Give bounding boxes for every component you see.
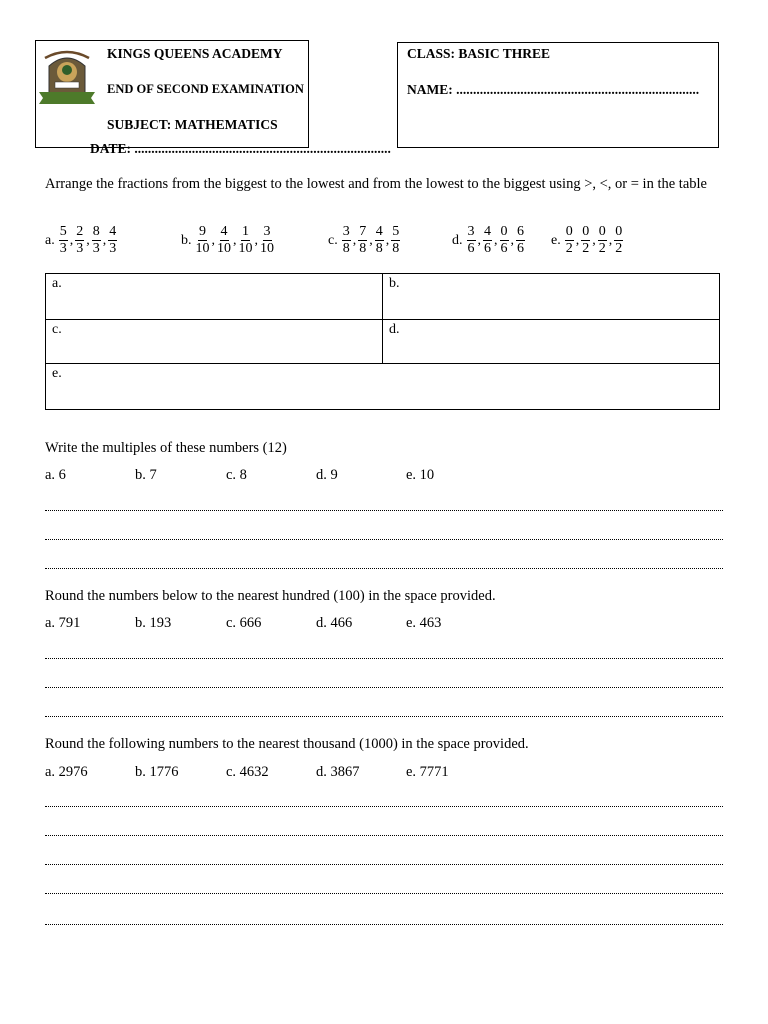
denominator: 6 (484, 241, 491, 256)
denominator: 6 (467, 241, 475, 256)
q2-item: e. 10 (406, 467, 435, 483)
q4-item: d. 3867 (316, 764, 360, 780)
q2-item: c. 8 (226, 467, 247, 483)
fraction-group-label: b. (181, 232, 192, 248)
fraction-group-b (181, 224, 275, 257)
fraction (391, 224, 400, 257)
answer-line[interactable] (45, 920, 723, 925)
denominator: 3 (76, 241, 84, 256)
q4-item: c. 4632 (226, 764, 269, 780)
q2-instruction: Write the multiples of these numbers (12) (45, 440, 287, 456)
fraction-separator: , (233, 232, 237, 248)
fraction-separator: , (510, 232, 514, 248)
denominator: 2 (615, 241, 623, 256)
denominator: 10 (195, 241, 210, 256)
q3-item: d. 466 (316, 615, 353, 631)
answer-cell-b[interactable]: b. (383, 274, 720, 320)
fraction-group-label: c. (328, 232, 338, 248)
numerator: 0 (500, 224, 508, 239)
fraction (217, 224, 231, 257)
answer-line[interactable] (45, 535, 723, 540)
fraction-group-c (328, 224, 401, 257)
denominator: 6 (517, 241, 524, 256)
fraction-group-e (551, 224, 624, 257)
answer-cell-a[interactable]: a. (46, 274, 383, 320)
denominator: 6 (500, 241, 508, 256)
numerator: 1 (242, 224, 249, 239)
fraction-separator: , (592, 232, 596, 248)
numerator: 6 (517, 224, 524, 239)
denominator: 3 (59, 241, 67, 256)
fraction (598, 224, 607, 257)
fraction (375, 224, 384, 257)
numerator: 3 (263, 224, 271, 239)
class-label: CLASS: BASIC THREE (407, 46, 551, 61)
numerator: 0 (598, 224, 606, 239)
fraction-separator: , (608, 232, 613, 248)
fraction-group-a (45, 224, 118, 257)
fraction-separator: , (494, 232, 498, 248)
answer-cell-e[interactable]: e. (46, 364, 720, 410)
fraction-group-label: e. (551, 232, 561, 248)
answer-cell-c[interactable]: c. (46, 320, 383, 364)
answer-line[interactable] (45, 831, 723, 836)
numerator: 2 (76, 224, 84, 239)
denominator: 10 (217, 241, 231, 256)
fraction (516, 224, 525, 257)
numerator: 4 (220, 224, 228, 239)
fraction (581, 224, 590, 257)
q3-item: a. 791 (45, 615, 81, 631)
numerator: 5 (59, 224, 67, 239)
answer-line[interactable] (45, 506, 723, 511)
fraction-separator: , (369, 232, 373, 248)
q2-item: d. 9 (316, 467, 338, 483)
fraction-separator: , (211, 232, 215, 248)
fraction-separator: , (69, 232, 74, 248)
fraction (75, 224, 84, 257)
fraction (467, 224, 476, 257)
answer-table (45, 273, 720, 410)
numerator: 0 (582, 224, 590, 239)
q3-item: e. 463 (406, 615, 442, 631)
answer-line[interactable] (45, 802, 723, 807)
answer-line[interactable] (45, 564, 723, 569)
fraction-separator: , (575, 232, 580, 248)
numerator: 9 (199, 224, 206, 239)
answer-line[interactable] (45, 654, 723, 659)
denominator: 3 (109, 241, 117, 256)
date-field[interactable]: DATE: ............................................................................ (90, 141, 391, 156)
numerator: 4 (109, 224, 117, 239)
numerator: 4 (375, 224, 383, 239)
exam-title: END OF SECOND EXAMINATION (107, 82, 304, 96)
school-name: KINGS QUEENS ACADEMY (107, 46, 283, 61)
fraction (196, 224, 210, 257)
numerator: 0 (615, 224, 623, 239)
fraction-separator: , (352, 232, 357, 248)
fraction (500, 224, 509, 257)
name-field[interactable]: NAME: ........................................................................ (407, 82, 700, 97)
fraction (483, 224, 492, 257)
fraction (108, 224, 117, 257)
numerator: 5 (392, 224, 400, 239)
denominator: 8 (342, 241, 350, 256)
q4-item: a. 2976 (45, 764, 88, 780)
denominator: 8 (359, 241, 367, 256)
subject-label: SUBJECT: MATHEMATICS (107, 117, 278, 132)
q3-item: c. 666 (226, 615, 262, 631)
q1-instruction: Arrange the fractions from the biggest to the lowest and from the lowest to the biggest using >, <, or = in the table (45, 176, 707, 192)
fraction-separator: , (385, 232, 390, 248)
q4-instruction: Round the following numbers to the nearest thousand (1000) in the space provided. (45, 736, 529, 752)
fraction-separator: , (102, 232, 107, 248)
q4-item: e. 7771 (406, 764, 449, 780)
answer-line[interactable] (45, 860, 723, 865)
fraction-separator: , (477, 232, 481, 248)
school-crest-logo (37, 50, 97, 106)
numerator: 4 (484, 224, 491, 239)
q2-item: a. 6 (45, 467, 66, 483)
denominator: 3 (92, 241, 100, 256)
numerator: 7 (359, 224, 367, 239)
fraction (614, 224, 623, 257)
fraction (565, 224, 574, 257)
fraction (358, 224, 367, 257)
q2-item: b. 7 (135, 467, 157, 483)
q4-item: b. 1776 (135, 764, 179, 780)
numerator: 3 (467, 224, 475, 239)
fraction (239, 224, 253, 257)
denominator: 10 (238, 241, 253, 256)
answer-line[interactable] (45, 889, 723, 894)
fraction (59, 224, 68, 257)
numerator: 3 (342, 224, 350, 239)
denominator: 8 (392, 241, 400, 256)
fraction (92, 224, 101, 257)
q3-item: b. 193 (135, 615, 172, 631)
answer-line[interactable] (45, 712, 723, 717)
fraction-group-d (452, 224, 526, 257)
fraction-group-label: d. (452, 232, 463, 248)
fraction (342, 224, 351, 257)
denominator: 2 (598, 241, 606, 256)
denominator: 2 (582, 241, 590, 256)
denominator: 2 (565, 241, 573, 256)
fraction (260, 224, 274, 257)
answer-cell-d[interactable]: d. (383, 320, 720, 364)
numerator: 0 (565, 224, 573, 239)
denominator: 10 (260, 241, 274, 256)
fraction-group-label: a. (45, 232, 55, 248)
numerator: 8 (92, 224, 100, 239)
fraction-separator: , (254, 232, 258, 248)
fraction-separator: , (86, 232, 90, 248)
q3-instruction: Round the numbers below to the nearest hundred (100) in the space provided. (45, 588, 496, 604)
denominator: 8 (375, 241, 383, 256)
answer-line[interactable] (45, 683, 723, 688)
